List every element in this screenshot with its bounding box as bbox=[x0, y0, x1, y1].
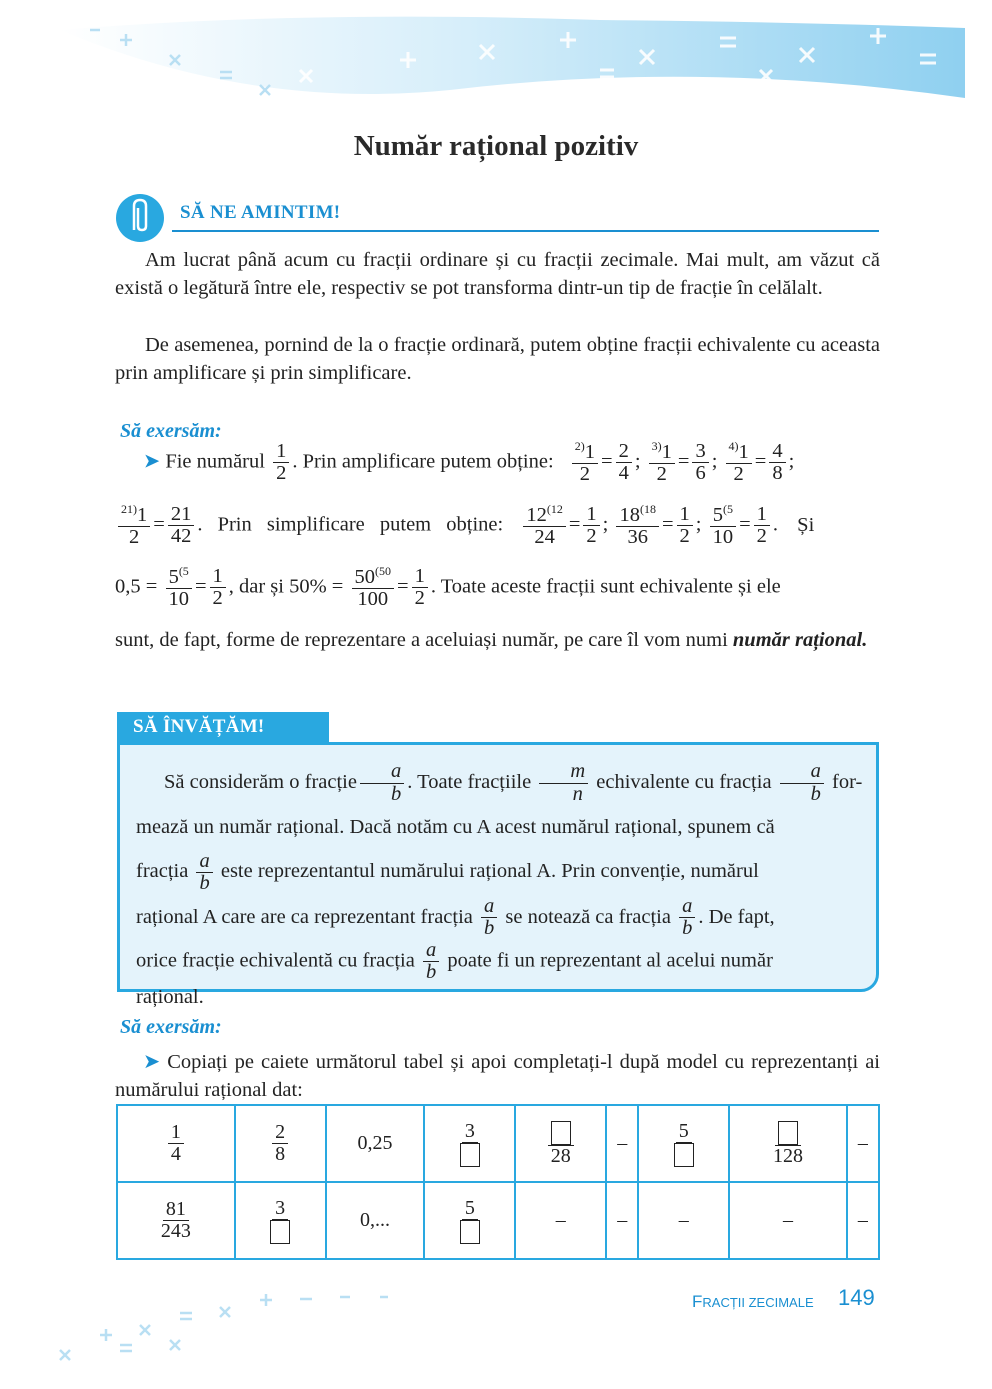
table-row bbox=[117, 1182, 879, 1259]
remember-heading: SĂ NE AMINTIM! bbox=[180, 202, 341, 223]
blank-box bbox=[778, 1121, 798, 1145]
fraction: $\frac{50^{(50}}{100}$ bbox=[352, 565, 395, 611]
fraction: $\frac{^{3)}1}{2}$ bbox=[649, 440, 675, 486]
remember-paragraph-2: De asemenea, pornind de la o fracție ordinară, putem obține fracții echivalente cu aceasta prin amplificare și prin simplificare. bbox=[115, 334, 880, 384]
exercise-2-instructions: ➤ Copiați pe caiete următorul tabel și apoi completați-l după model cu reprezentanți ai numărului rațional dat: bbox=[115, 1051, 880, 1101]
page-title: Număr rațional pozitiv bbox=[353, 130, 639, 162]
blank-box bbox=[674, 1143, 694, 1167]
exercise-heading: Să exersăm: bbox=[120, 420, 222, 442]
fraction: $\frac{12^{(12}}{24}$ bbox=[523, 503, 566, 549]
fraction: $\frac{3}{6}$ bbox=[692, 441, 708, 485]
blank-box bbox=[551, 1121, 571, 1145]
section-name: FRACȚII ZECIMALE bbox=[692, 1292, 814, 1311]
table-cell: – bbox=[847, 1182, 879, 1259]
table-cell: 128 bbox=[729, 1105, 847, 1182]
table-cell: – bbox=[606, 1105, 638, 1182]
learn-heading: SĂ ÎNVĂȚĂM! bbox=[117, 712, 329, 742]
blank-box bbox=[270, 1220, 290, 1244]
blank-box bbox=[460, 1220, 480, 1244]
table-cell: 5 bbox=[424, 1182, 515, 1259]
paperclip-icon bbox=[112, 188, 172, 248]
text-prin-simplificare: . Prin simplificare putem obține: bbox=[197, 513, 504, 536]
fraction: $\frac{1}{2}$ bbox=[412, 566, 428, 610]
table-cell: – bbox=[847, 1105, 879, 1182]
table-cell: – bbox=[515, 1182, 606, 1259]
fraction: $\frac{5^{(5}}{10}$ bbox=[165, 565, 192, 611]
text-fie: Fie numărul bbox=[165, 450, 265, 473]
table-cell: – bbox=[638, 1182, 729, 1259]
page-number: 149 bbox=[838, 1285, 875, 1310]
text-si: Și bbox=[797, 513, 815, 536]
bullet-arrow-icon: ➤ bbox=[143, 1051, 161, 1073]
fraction: $\frac{1}{2}$ bbox=[677, 504, 693, 548]
fraction: $\frac{1}{2}$ bbox=[754, 504, 770, 548]
fraction: $\frac{^{4)}1}{2}$ bbox=[726, 440, 752, 486]
table-cell: $\frac{1}{4}$ bbox=[117, 1105, 235, 1182]
exercise-heading-2: Să exersăm: bbox=[120, 1016, 222, 1038]
example-conclusion: sunt, de fapt, forme de reprezentare a aceluiași număr, pe care îl vom numi număr rațional. bbox=[115, 629, 868, 651]
example-line-2: $\frac{^{21)}1}{2}$ = $\frac{21}{42}$ . Prin simplificare putem obține: $\frac{12^{(12}}{24}$ = $\frac{1}{2}$ ; $\frac{18^{(18}}{36}$ = $\frac{1}{2}$ ; $\frac{5^{(5}}{10}$ = $\frac{1}{2}$ . Și bbox=[115, 503, 885, 563]
table-row bbox=[117, 1105, 879, 1182]
representatives-table bbox=[116, 1104, 880, 1260]
table-cell: 28 bbox=[515, 1105, 606, 1182]
table-cell: $\frac{81}{243}$ bbox=[117, 1182, 235, 1259]
fraction: $\frac{1}{2}$ bbox=[210, 566, 226, 610]
table-cell: – bbox=[729, 1182, 847, 1259]
text-zero-five: 0,5 = bbox=[115, 575, 158, 598]
term-numar-rational: număr rațional. bbox=[732, 629, 868, 651]
table-cell: $\frac{2}{8}$ bbox=[235, 1105, 326, 1182]
fraction: $\frac{^{2)}1}{2}$ bbox=[572, 440, 598, 486]
table-cell: – bbox=[606, 1182, 638, 1259]
header-banner bbox=[0, 0, 992, 120]
footer-decoration bbox=[40, 1285, 490, 1365]
text-prin-amplificare: . Prin amplificare putem obține: bbox=[292, 450, 554, 473]
example-line-3: 0,5 = $\frac{5^{(5}}{10}$ = $\frac{1}{2}$ , dar și 50% = $\frac{50^{(50}}{100}$ = $\frac{1}{2}$ . Toate aceste fracții sunt echivalente și ele bbox=[115, 564, 781, 611]
fraction: $\frac{2}{4}$ bbox=[616, 441, 632, 485]
table-cell: 3 bbox=[424, 1105, 515, 1182]
fraction: $\frac{5^{(5}}{10}$ bbox=[710, 503, 737, 549]
fraction: $\frac{^{21)}1}{2}$ bbox=[118, 503, 150, 549]
table-cell: 0,25 bbox=[326, 1105, 425, 1182]
fraction: $\frac{18^{(18}}{36}$ bbox=[616, 503, 659, 549]
fraction: $\frac{1}{2}$ bbox=[273, 441, 289, 485]
text-dar-si: , dar și 50% = bbox=[228, 575, 344, 598]
fraction: $\frac{21}{42}$ bbox=[168, 504, 195, 548]
table-cell: 3 bbox=[235, 1182, 326, 1259]
fraction: $\frac{4}{8}$ bbox=[769, 441, 785, 485]
blank-box bbox=[460, 1143, 480, 1167]
learn-text: Să considerăm o fracție $\frac{a}{b}$ . Toate fracțiile $\frac{m}{n}$ echivalente cu fracția $\frac{a}{b}$ for- mează un număr rațional. Dacă notăm cu A acest numărul rațional, spunem că fracția $\frac{a}{b}$ este reprezentantul numărului rațional A. Prin convenție, numărul rațional A care are ca reprezentant fracția $\frac{a}{b}$ se notează ca fracția $\frac{a}{b}$ . De fapt, orice fracție echivalentă cu fracția $\frac{a}{b}$ poate fi un reprezentant al acelui număr rațional. bbox=[136, 760, 863, 1008]
fraction: $\frac{1}{2}$ bbox=[583, 504, 599, 548]
table-cell: 5 bbox=[638, 1105, 729, 1182]
section-rule bbox=[172, 230, 879, 232]
table-cell: 0,... bbox=[326, 1182, 425, 1259]
remember-paragraph-1: Am lucrat până acum cu fracții ordinare și cu fracții zecimale. Mai mult, am văzut că există o legătură între ele, respectiv se pot transforma dintr-un tip de fracție în celălalt. bbox=[115, 249, 880, 299]
example-line-1: ➤ Fie numărul $\frac{1}{2}$ . Prin amplificare putem obține: $\frac{^{2)}1}{2}$ = $\frac{2}{4}$ ; $\frac{^{3)}1}{2}$ = $\frac{3}{6}$ ; $\frac{^{4)}1}{2}$ = $\frac{4}{8}$ ; bbox=[143, 439, 795, 486]
bullet-arrow-icon: ➤ bbox=[143, 450, 161, 473]
text-toate: . Toate aceste fracții sunt echivalente și ele bbox=[430, 575, 781, 598]
